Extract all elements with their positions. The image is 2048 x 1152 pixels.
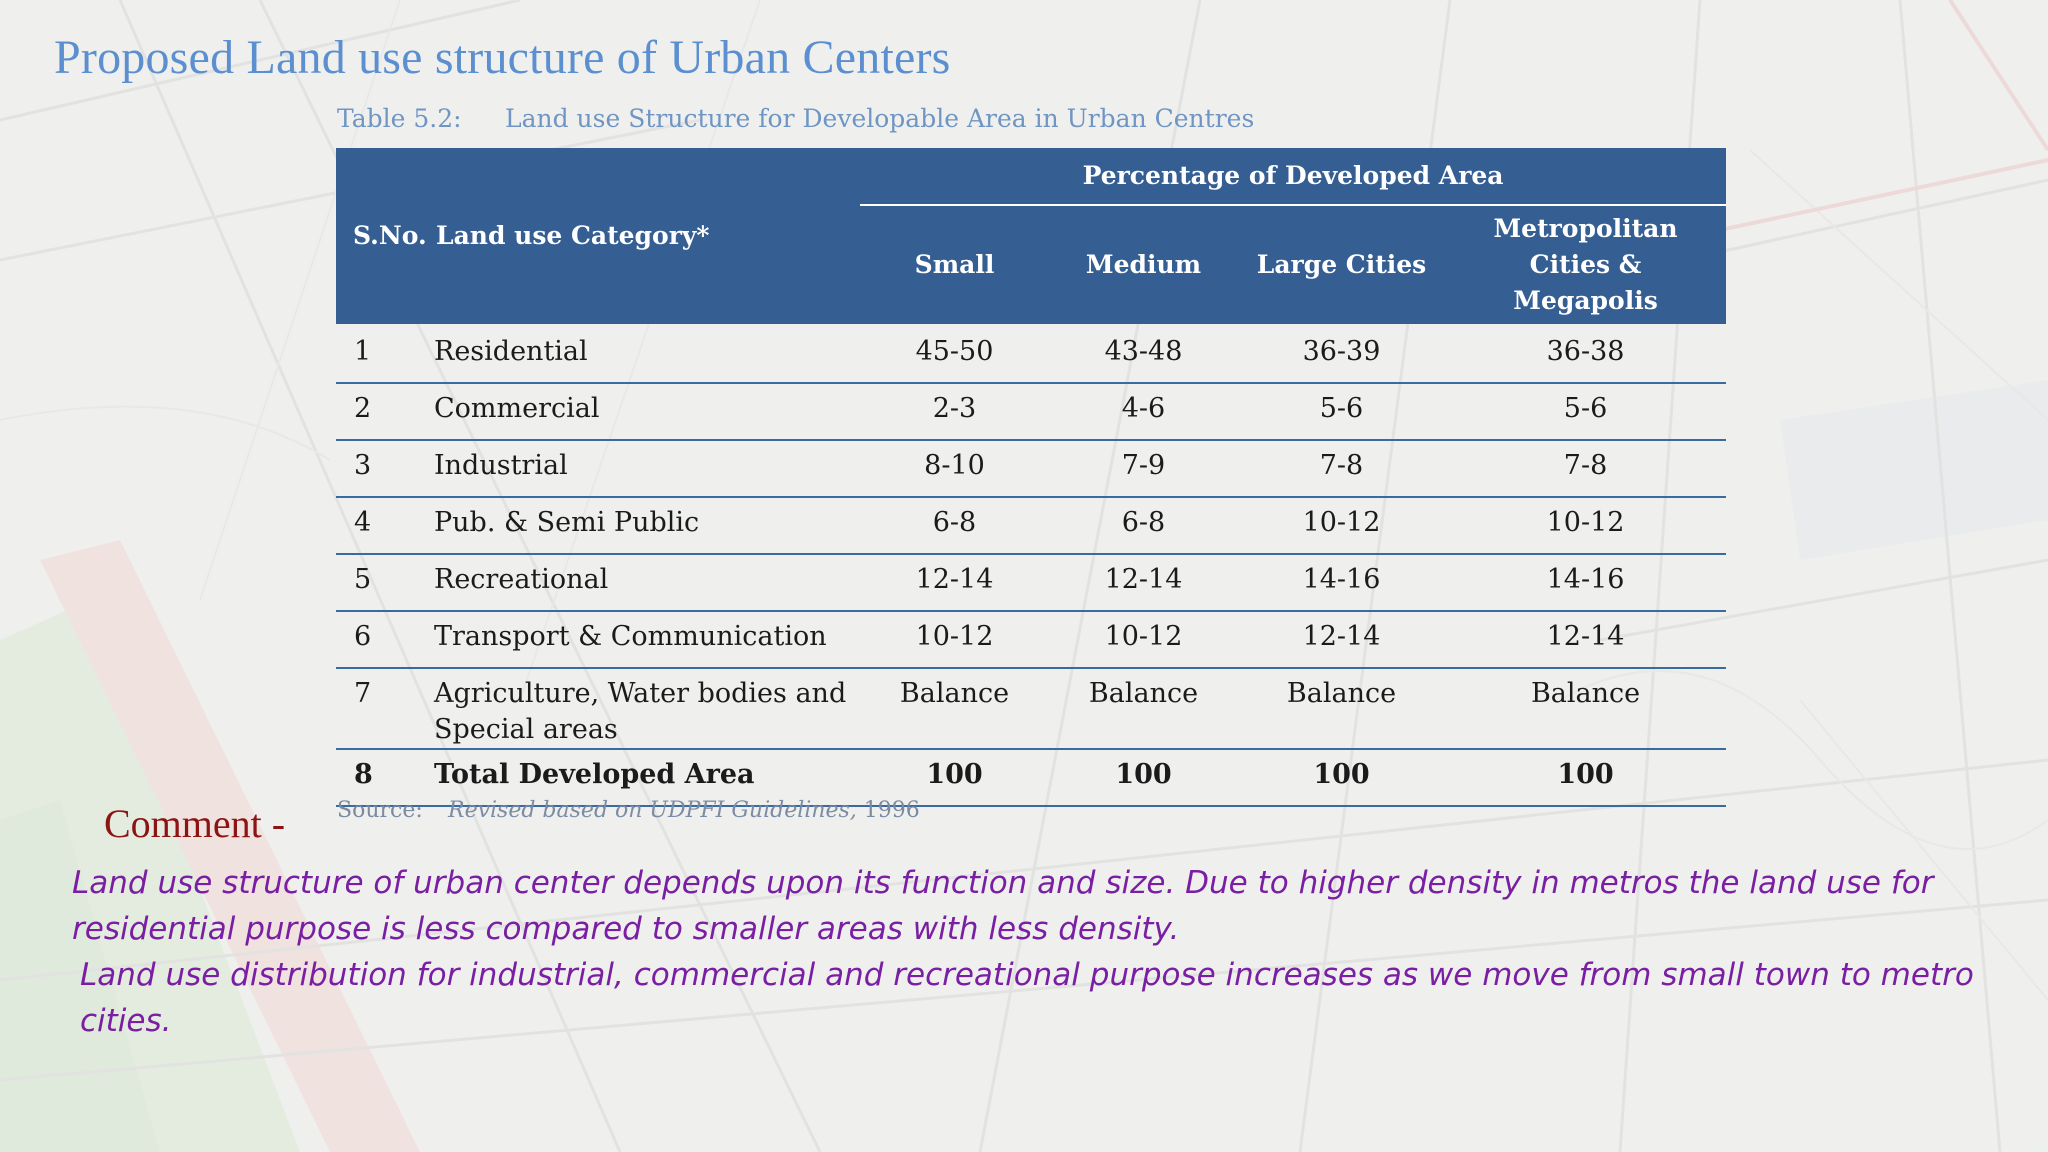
header-medium: Medium — [1049, 205, 1238, 324]
header-large-cities: Large Cities — [1238, 205, 1445, 324]
cell-large: 100 — [1238, 749, 1445, 806]
cell-category: Recreational — [434, 554, 860, 611]
cell-small: 45-50 — [860, 324, 1049, 383]
cell-medium: 12-14 — [1049, 554, 1238, 611]
cell-medium: 10-12 — [1049, 611, 1238, 668]
cell-large: 7-8 — [1238, 440, 1445, 497]
cell-category: Agriculture, Water bodies and Special areas — [434, 668, 860, 749]
source-year: 1996 — [863, 798, 920, 823]
comment-body — [72, 860, 2012, 1044]
cell-large: 14-16 — [1238, 554, 1445, 611]
cell-sno: 7 — [336, 668, 434, 749]
cell-category: Residential — [434, 324, 860, 383]
cell-large: 10-12 — [1238, 497, 1445, 554]
table-row — [336, 668, 1726, 749]
cell-metro: Balance — [1445, 668, 1726, 749]
cell-metro: 14-16 — [1445, 554, 1726, 611]
cell-large: 36-39 — [1238, 324, 1445, 383]
cell-small: 12-14 — [860, 554, 1049, 611]
header-sno: S.No. — [336, 148, 434, 324]
cell-category: Industrial — [434, 440, 860, 497]
table-row — [336, 383, 1726, 440]
comment-paragraph-1: Land use structure of urban center depends upon its function and size. Due to higher density in metros the land use for residential purpose is less compared to smaller areas with less density. — [72, 865, 1934, 947]
cell-sno: 3 — [336, 440, 434, 497]
cell-sno: 5 — [336, 554, 434, 611]
cell-small: 100 — [860, 749, 1049, 806]
cell-metro: 10-12 — [1445, 497, 1726, 554]
source-text: Revised based on UDPFI Guidelines, — [448, 798, 857, 823]
table-row — [336, 497, 1726, 554]
table-row — [336, 324, 1726, 383]
cell-medium: 4-6 — [1049, 383, 1238, 440]
cell-sno: 1 — [336, 324, 434, 383]
cell-small: 10-12 — [860, 611, 1049, 668]
cell-sno: 6 — [336, 611, 434, 668]
cell-metro: 100 — [1445, 749, 1726, 806]
cell-small: Balance — [860, 668, 1049, 749]
cell-metro: 12-14 — [1445, 611, 1726, 668]
cell-sno: 8 — [336, 749, 434, 806]
table-caption-number: Table 5.2: — [337, 104, 462, 133]
land-use-table — [336, 148, 1726, 807]
cell-small: 2-3 — [860, 383, 1049, 440]
comment-label: Comment - — [104, 801, 286, 846]
cell-small: 6-8 — [860, 497, 1049, 554]
header-metropolitan: Metropolitan Cities & Megapolis — [1445, 205, 1726, 324]
header-percentage-group: Percentage of Developed Area — [860, 148, 1726, 205]
cell-small: 8-10 — [860, 440, 1049, 497]
header-category: Land use Category* — [434, 148, 860, 324]
table-caption — [337, 104, 1254, 133]
cell-category: Commercial — [434, 383, 860, 440]
table-source — [337, 798, 920, 823]
source-label: Source: — [337, 798, 423, 823]
cell-large: Balance — [1238, 668, 1445, 749]
header-small: Small — [860, 205, 1049, 324]
cell-medium: Balance — [1049, 668, 1238, 749]
cell-category: Transport & Communication — [434, 611, 860, 668]
table-row — [336, 440, 1726, 497]
table-caption-text: Land use Structure for Developable Area in Urban Centres — [505, 104, 1255, 133]
cell-large: 5-6 — [1238, 383, 1445, 440]
cell-medium: 100 — [1049, 749, 1238, 806]
cell-metro: 7-8 — [1445, 440, 1726, 497]
cell-medium: 7-9 — [1049, 440, 1238, 497]
cell-sno: 2 — [336, 383, 434, 440]
table-row — [336, 611, 1726, 668]
cell-medium: 43-48 — [1049, 324, 1238, 383]
cell-sno: 4 — [336, 497, 434, 554]
slide-title: Proposed Land use structure of Urban Centers — [54, 31, 951, 84]
cell-category: Pub. & Semi Public — [434, 497, 860, 554]
cell-medium: 6-8 — [1049, 497, 1238, 554]
table-row — [336, 554, 1726, 611]
cell-metro: 36-38 — [1445, 324, 1726, 383]
cell-large: 12-14 — [1238, 611, 1445, 668]
cell-metro: 5-6 — [1445, 383, 1726, 440]
comment-paragraph-2: Land use distribution for industrial, commercial and recreational purpose increases as we move from small town to metro cities. — [80, 957, 1974, 1039]
cell-category: Total Developed Area — [434, 749, 860, 806]
